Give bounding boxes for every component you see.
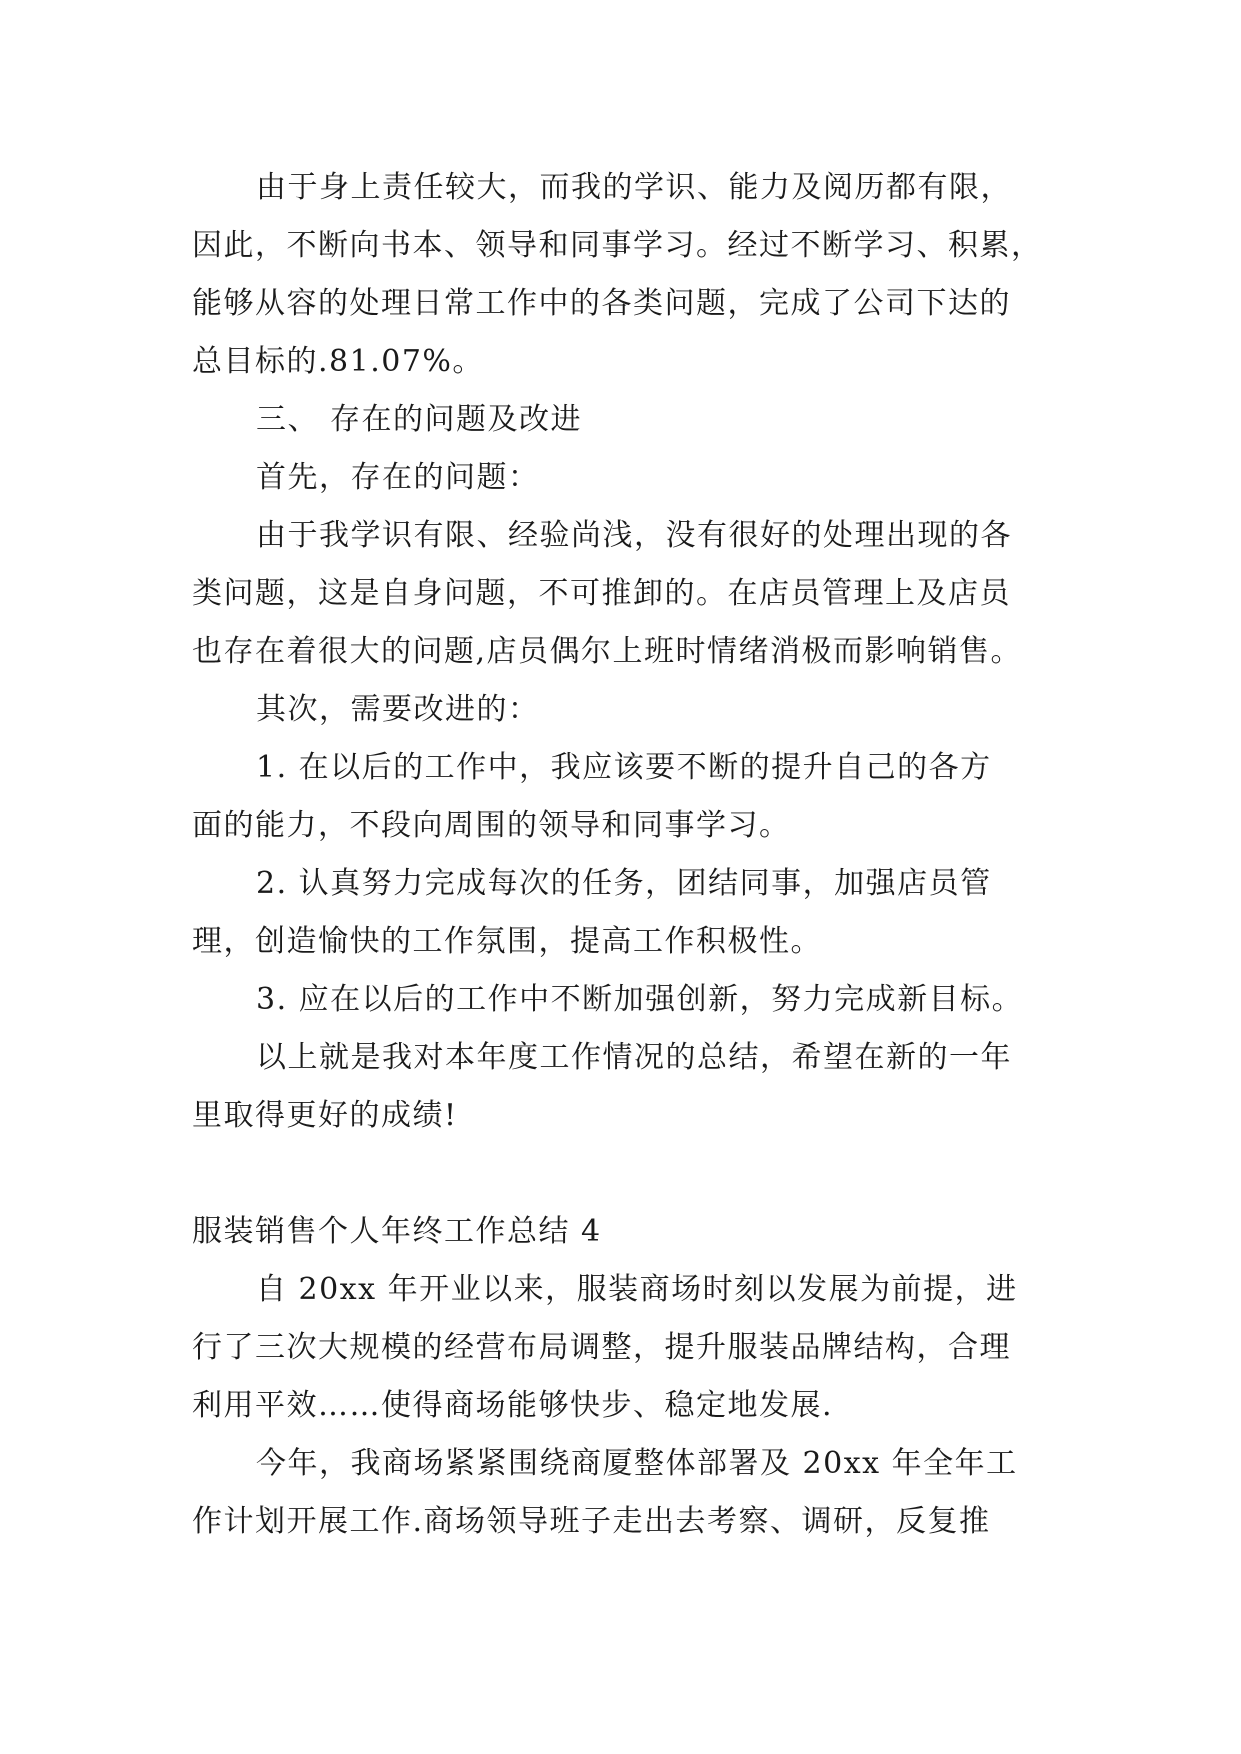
list-item-line: 2. 认真努力完成每次的任务，团结同事，加强店员管 — [256, 866, 992, 901]
list-item-line: 1. 在以后的工作中，我应该要不断的提升自己的各方 — [256, 750, 992, 785]
paragraph-line: 由于身上责任较大，而我的学识、能力及阅历都有限， — [256, 170, 1012, 205]
paragraph-line: 类问题，这是自身问题，不可推卸的。在店员管理上及店员 — [192, 576, 1011, 611]
document-title: 服装销售个人年终工作总结 4 — [192, 1214, 602, 1249]
paragraph-line: 以上就是我对本年度工作情况的总结，希望在新的一年 — [256, 1040, 1012, 1075]
paragraph-line: 自 20xx 年开业以来，服装商场时刻以发展为前提，进 — [256, 1272, 1018, 1307]
paragraph-line: 因此，不断向书本、领导和同事学习。经过不断学习、积累， — [192, 228, 1043, 263]
paragraph-line: 作计划开展工作.商场领导班子走出去考察、调研，反复推 — [192, 1504, 991, 1539]
paragraph-line: 利用平效……使得商场能够快步、稳定地发展. — [192, 1388, 834, 1423]
paragraph-line: 行了三次大规模的经营布局调整，提升服装品牌结构，合理 — [192, 1330, 1011, 1365]
paragraph-line: 其次，需要改进的： — [256, 692, 540, 727]
list-item-line: 理，创造愉快的工作氛围，提高工作积极性。 — [192, 924, 822, 959]
paragraph-line: 今年，我商场紧紧围绕商厦整体部署及 20xx 年全年工 — [256, 1446, 1018, 1481]
section-heading: 三、 存在的问题及改进 — [256, 402, 583, 437]
paragraph-line: 首先，存在的问题： — [256, 460, 540, 495]
paragraph-line: 总目标的.81.07%。 — [192, 344, 484, 379]
list-item-line: 面的能力，不段向周围的领导和同事学习。 — [192, 808, 791, 843]
list-item-line: 3. 应在以后的工作中不断加强创新，努力完成新目标。 — [256, 982, 1024, 1017]
paragraph-line: 能够从容的处理日常工作中的各类问题，完成了公司下达的 — [192, 286, 1011, 321]
paragraph-line: 也存在着很大的问题,店员偶尔上班时情绪消极而影响销售。 — [192, 634, 1023, 669]
paragraph-line: 由于我学识有限、经验尚浅，没有很好的处理出现的各 — [256, 518, 1012, 553]
paragraph-line: 里取得更好的成绩! — [192, 1098, 458, 1133]
